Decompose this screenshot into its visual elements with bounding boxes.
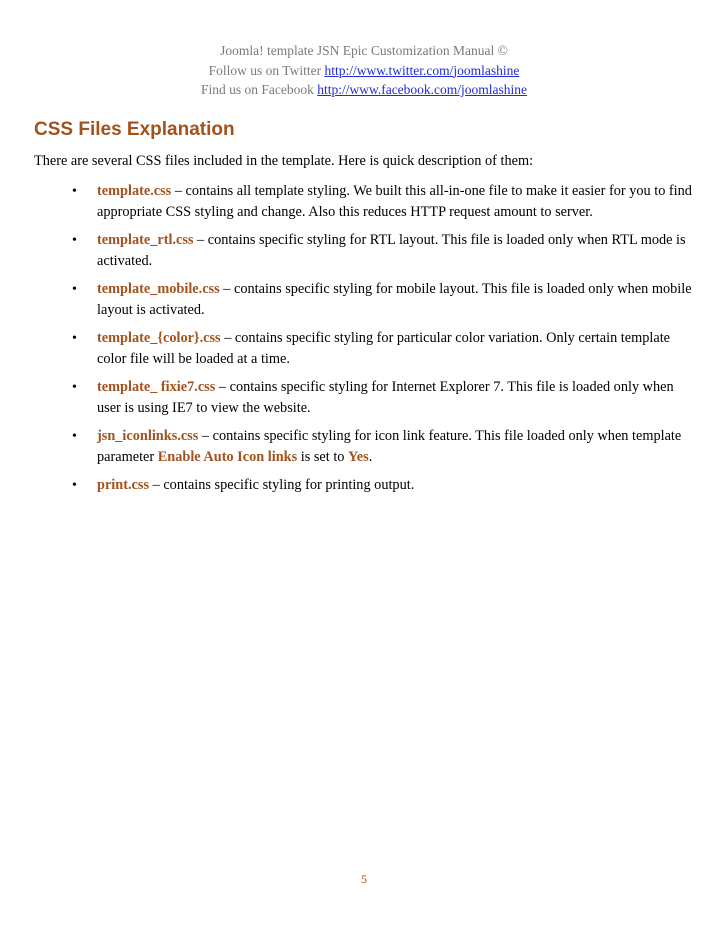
facebook-label: Find us on Facebook: [200, 82, 318, 97]
file-name: template_mobile.css: [97, 281, 220, 297]
bullet-icon: •: [72, 429, 77, 444]
twitter-link[interactable]: http://www.twitter.com/joomlashine: [324, 62, 520, 78]
file-description: – contains specific styling for mobile layout. This file is loaded only when mobile layout is activated.: [97, 281, 692, 318]
file-description-mid: is set to: [297, 449, 349, 465]
list-item: [0, 328, 728, 370]
file-description-end: .: [368, 449, 373, 465]
parameter-name: Enable Auto Icon links: [157, 449, 298, 465]
list-item: [0, 426, 728, 468]
file-description: – contains specific styling for particular color variation. Only certain template color file will be loaded at a time.: [97, 330, 671, 367]
list-item: [0, 475, 728, 496]
list-item: [0, 230, 728, 272]
file-name: template_ fixie7.css: [97, 379, 216, 395]
file-name: template_rtl.css: [97, 232, 194, 248]
page-number: 5: [361, 872, 367, 886]
page-header: [0, 41, 728, 100]
file-description: – contains specific styling for printing output.: [149, 477, 415, 493]
facebook-line: [0, 80, 728, 100]
twitter-label: Follow us on Twitter: [208, 62, 325, 78]
list-item: [0, 279, 728, 321]
bullet-icon: •: [72, 282, 77, 297]
list-item: [0, 377, 728, 419]
file-name: template_{color}.css: [97, 330, 221, 346]
bullet-icon: •: [72, 478, 77, 493]
list-item: [0, 181, 728, 223]
bullet-icon: •: [72, 380, 77, 395]
file-description: – contains all template styling. We built this all-in-one file to make it easier for you to find appropriate CSS styling and change. Also this reduces HTTP request amount to server.: [97, 183, 692, 220]
bullet-icon: •: [72, 331, 77, 346]
bullet-icon: •: [72, 233, 77, 248]
manual-title: Joomla! template JSN Epic Customization Manual ©: [220, 43, 508, 58]
file-description: – contains specific styling for icon link feature. This file loaded only when template parameter: [97, 428, 682, 465]
twitter-line: [0, 61, 728, 81]
file-description: – contains specific styling for RTL layout. This file is loaded only when RTL mode is activated.: [97, 232, 686, 269]
file-name: print.css: [97, 477, 150, 493]
bullet-icon: •: [72, 184, 77, 199]
intro-text: There are several CSS files included in the template. Here is quick description of them:: [34, 153, 534, 169]
section-title: CSS Files Explanation: [34, 119, 235, 140]
file-name: template.css: [97, 183, 172, 199]
css-file-list: [0, 181, 728, 503]
file-name: jsn_iconlinks.css: [97, 428, 199, 444]
facebook-link[interactable]: http://www.facebook.com/joomlashine: [317, 82, 528, 97]
parameter-value: Yes: [348, 449, 369, 465]
file-description: – contains specific styling for Internet Explorer 7. This file is loaded only when user is using IE7 to view the website.: [97, 379, 674, 416]
